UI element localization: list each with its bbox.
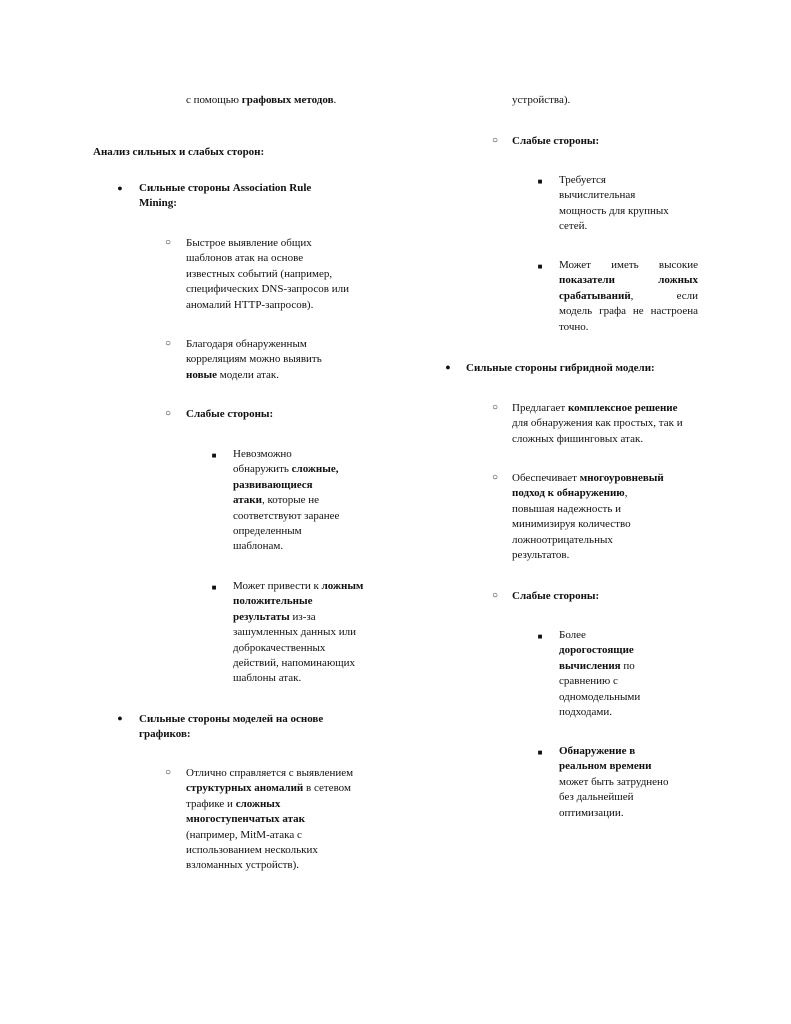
square-bullet-icon: ■ [537,262,543,271]
arm-strength-2: Благодаря обнаруженным корреляциям можно выявить новые модели атак. [186,338,322,381]
graph-weak-1: Требуется вычислительная мощность для крупных сетей. [559,174,669,233]
circle-bullet-icon: ○ [164,767,172,778]
square-bullet-icon: ■ [537,748,543,757]
square-bullet-icon: ■ [537,177,543,186]
arm-strength-1: Быстрое выявление общих шаблонов атак на основе известных событий (например, специфических DNS-запросов или аномалий HTTP-запросов). [186,237,349,311]
arm-weak-2: Может привести к ложным положительные результаты из-за зашумленных данных или доброкачественных действий, напоминающих шаблоны атак. [233,580,364,685]
circle-bullet-icon: ○ [491,472,499,483]
square-bullet-icon: ■ [211,451,217,460]
hybrid-strength-2: Обеспечивает многоуровневый подход к обнаружению, повышая надежность и минимизируя количество ложноотрицательных результатов. [512,472,664,562]
hybrid-weak-1: Более дорогостоящие вычисления по сравнению с одномодельными подходами. [559,629,641,719]
arm-title: Сильные стороны Association Rule Mining: [139,182,312,210]
section-heading: Анализ сильных и слабых сторон: [93,146,265,158]
circle-bullet-icon: ○ [164,237,172,248]
circle-bullet-icon: ○ [164,338,172,349]
hybrid-weak-2: Обнаружение в реальном времени может быть затруднено без дальнейшей оптимизации. [559,745,669,819]
circle-bullet-icon: ○ [491,135,499,146]
disc-bullet-icon: ● [445,362,451,372]
disc-bullet-icon: ● [117,713,123,723]
arm-weak-heading: Слабые стороны: [186,408,274,420]
hybrid-weak-heading: Слабые стороны: [512,590,600,602]
circle-bullet-icon: ○ [491,590,499,601]
square-bullet-icon: ■ [537,632,543,641]
disc-bullet-icon: ● [117,183,123,193]
graph-weak-heading: Слабые стороны: [512,135,600,147]
continued-line: с помощью графовых методов. [186,94,337,106]
graph-strength-1: Отлично справляется с выявлением структурных аномалий в сетевом трафике и сложных многоступенчатых атак (например, MitM-атака с использованием нескольких взломанных устройств). [186,767,354,872]
graph-weak-2: Может иметь высокие показатели ложных срабатываний, если модель графа не настроена точно. [559,259,698,333]
continued-line-right: устройства). [512,94,571,106]
arm-weak-1: Невозможно обнаружить сложные, развивающиеся атаки, которые не соответствуют заранее определенным шаблонам. [233,448,340,553]
graph-title: Сильные стороны моделей на основе графиков: [139,713,324,741]
square-bullet-icon: ■ [211,583,217,592]
circle-bullet-icon: ○ [491,402,499,413]
hybrid-strength-1: Предлагает комплексное решение для обнаружения как простых, так и сложных фишинговых атак. [512,402,683,445]
hybrid-title: Сильные стороны гибридной модели: [466,362,655,374]
circle-bullet-icon: ○ [164,408,172,419]
